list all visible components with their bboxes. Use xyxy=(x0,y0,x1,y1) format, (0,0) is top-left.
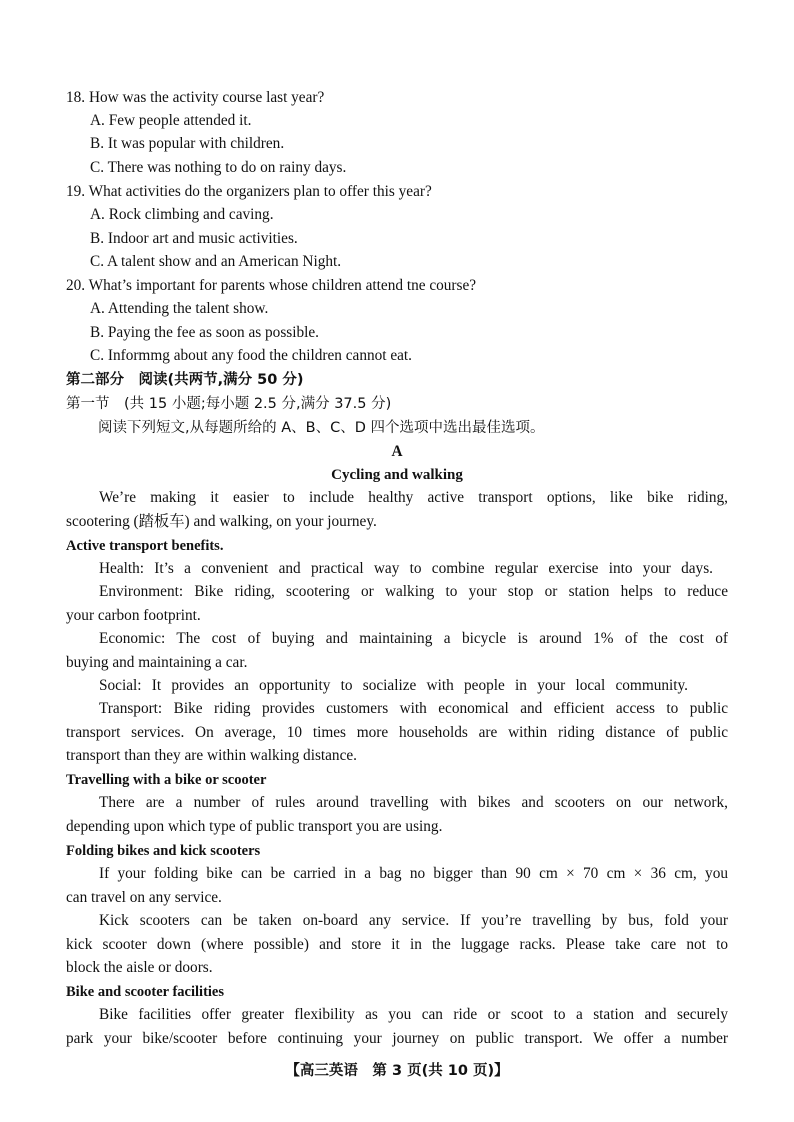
paragraph-transport-line: Transport: Bike riding provides customers with economical and efficient access to public xyxy=(99,700,728,717)
paragraph-health: Health: It’s a convenient and practical way to combine regular exercise into your days. xyxy=(99,560,713,577)
question-18: 18. How was the activity course last year? xyxy=(66,89,325,106)
heading-travelling: Travelling with a bike or scooter xyxy=(66,772,267,788)
paragraph-environment-line: your carbon footprint. xyxy=(66,607,201,624)
paragraph-economic-line: buying and maintaining a car. xyxy=(66,654,248,671)
paragraph-kick-line: block the aisle or doors. xyxy=(66,959,213,976)
heading-folding: Folding bikes and kick scooters xyxy=(66,843,261,859)
paragraph-kick-line: Kick scooters can be taken on-board any service. If you’re travelling by bus, fold your xyxy=(99,912,728,929)
question-19: 19. What activities do the organizers plan to offer this year? xyxy=(66,183,432,200)
section-instruction: 阅读下列短文,从每题所给的 A、B、C、D 四个选项中选出最佳选项。 xyxy=(98,420,545,436)
q18-option-a: A. Few people attended it. xyxy=(90,112,252,129)
q19-option-a: A. Rock climbing and caving. xyxy=(90,206,274,223)
q20-option-b: B. Paying the fee as soon as possible. xyxy=(90,324,319,341)
q18-option-b: B. It was popular with children. xyxy=(90,135,285,152)
paragraph-folding-line: If your folding bike can be carried in a bag no bigger than 90 cm × 70 cm × 36 cm, you xyxy=(99,865,728,882)
paragraph-transport-line: transport than they are within walking distance. xyxy=(66,747,357,764)
q18-option-c: C. There was nothing to do on rainy days. xyxy=(90,159,347,176)
section-heading: 第一节 (共 15 小题;每小题 2.5 分,满分 37.5 分) xyxy=(66,396,392,412)
paragraph-intro-line: scootering (踏板车) and walking, on your journey. xyxy=(66,513,377,530)
paragraph-economic-line: Economic: The cost of buying and maintaining a bicycle is around 1% of the cost of xyxy=(99,630,728,647)
passage-title: Cycling and walking xyxy=(331,467,463,483)
q20-option-c: C. Informmg about any food the children cannot eat. xyxy=(90,347,412,364)
paragraph-social: Social: It provides an opportunity to socialize with people in your local community. xyxy=(99,677,688,694)
paragraph-kick-line: kick scooter down (where possible) and store it in the luggage racks. Please take care not to xyxy=(66,936,728,953)
paragraph-environment-line: Environment: Bike riding, scootering or walking to your stop or station helps to reduce xyxy=(99,583,728,600)
paragraph-transport-line: transport services. On average, 10 times more households are within riding distance of public xyxy=(66,724,728,741)
part-heading: 第二部分 阅读(共两节,满分 50 分) xyxy=(66,372,304,388)
paragraph-travelling-line: There are a number of rules around travelling with bikes and scooters on our network, xyxy=(99,794,728,811)
paragraph-facilities-line: Bike facilities offer greater flexibility as you can ride or scoot to a station and securely xyxy=(99,1006,728,1023)
paragraph-folding-line: can travel on any service. xyxy=(66,889,222,906)
page-footer: 【高三英语 第 3 页(共 10 页)】 xyxy=(285,1063,509,1079)
paragraph-travelling-line: depending upon which type of public transport you are using. xyxy=(66,818,443,835)
passage-letter: A xyxy=(391,443,403,460)
q19-option-b: B. Indoor art and music activities. xyxy=(90,230,298,247)
q20-option-a: A. Attending the talent show. xyxy=(90,300,269,317)
paragraph-intro-line: We’re making it easier to include healthy active transport options, like bike riding, xyxy=(99,489,728,506)
heading-benefits: Active transport benefits. xyxy=(66,538,224,554)
q19-option-c: C. A talent show and an American Night. xyxy=(90,253,342,270)
paragraph-facilities-line: park your bike/scooter before continuing your journey on public transport. We offer a number xyxy=(66,1030,728,1047)
heading-facilities: Bike and scooter facilities xyxy=(66,984,225,1000)
question-20: 20. What’s important for parents whose children attend tne course? xyxy=(66,277,477,294)
